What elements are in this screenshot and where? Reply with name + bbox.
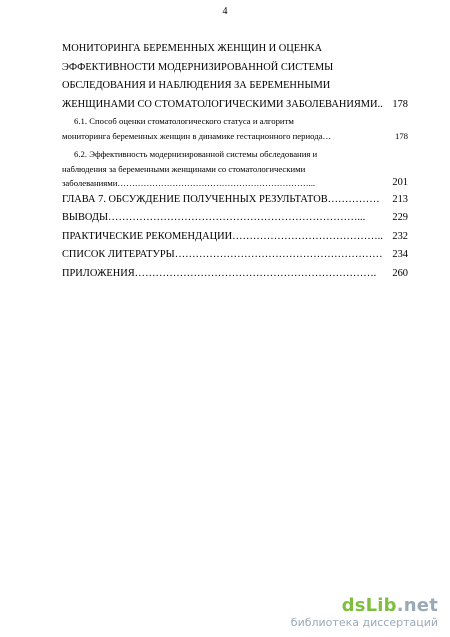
toc-line: ЭФФЕКТИВНОСТИ МОДЕРНИЗИРОВАННОЙ СИСТЕМЫ: [62, 61, 334, 73]
toc-page-number: 232: [392, 230, 408, 242]
toc-entry-appendices: [62, 265, 408, 284]
toc-entry-references: [62, 246, 408, 265]
toc-entry-6-1: [62, 114, 408, 143]
toc-line: СПИСОК ЛИТЕРАТУРЫ……………………………………………………: [62, 249, 383, 261]
toc-entry-chapter7: [62, 191, 408, 210]
toc-line: МОНИТОРИНГА БЕРЕМЕННЫХ ЖЕНЩИН И ОЦЕНКА: [62, 43, 323, 54]
toc-line: заболеваниями…………………………………………………………...: [62, 178, 316, 189]
toc-page-number: 260: [392, 267, 408, 279]
table-of-contents: [62, 40, 408, 283]
toc-line: ЖЕНЩИНАМИ СО СТОМАТОЛОГИЧЕСКИМИ ЗАБОЛЕВАНИЯМИ..: [62, 98, 383, 110]
toc-line: наблюдения за беременными женщинами со стоматологическими: [62, 163, 306, 174]
toc-page-number: 178: [392, 98, 408, 110]
dslib-logo: [291, 596, 438, 616]
toc-entry-chapter6-continued: [62, 40, 408, 114]
toc-line: ПРИЛОЖЕНИЯ…………………………………………………………….: [62, 267, 377, 279]
toc-page-number: 213: [392, 193, 408, 205]
toc-line: ВЫВОДЫ………………………………………………………………...: [62, 212, 366, 224]
toc-line: 6.2. Эффективность модернизированной системы обследования и: [74, 149, 318, 160]
toc-entry-recommendations: [62, 228, 408, 247]
page-number: 4: [222, 6, 228, 17]
toc-line: ГЛАВА 7. ОБСУЖДЕНИЕ ПОЛУЧЕННЫХ РЕЗУЛЬТАТОВ……………: [62, 193, 380, 205]
dslib-logo-part1: dsLib: [341, 595, 397, 616]
toc-line: 6.1. Способ оценки стоматологического статуса и алгоритм: [74, 116, 294, 126]
dslib-subtitle: библиотека диссертаций: [290, 616, 438, 629]
dslib-logo-part2: .net: [396, 595, 438, 616]
toc-page-number: 229: [392, 212, 408, 224]
toc-page-number: 201: [392, 177, 408, 189]
toc-line: мониторинга беременных женщин в динамике гестационного периода…: [62, 130, 332, 141]
toc-entry-6-2: [62, 147, 408, 191]
toc-line: ОБСЛЕДОВАНИЯ И НАБЛЮДЕНИЯ ЗА БЕРЕМЕННЫМИ: [62, 80, 331, 91]
toc-entry-conclusions: [62, 209, 408, 228]
toc-page-number: 234: [392, 249, 408, 261]
toc-page-number: 178: [394, 130, 408, 141]
toc-line: ПРАКТИЧЕСКИЕ РЕКОМЕНДАЦИИ……………………………………..: [62, 230, 383, 242]
dslib-watermark[interactable]: [291, 596, 438, 629]
